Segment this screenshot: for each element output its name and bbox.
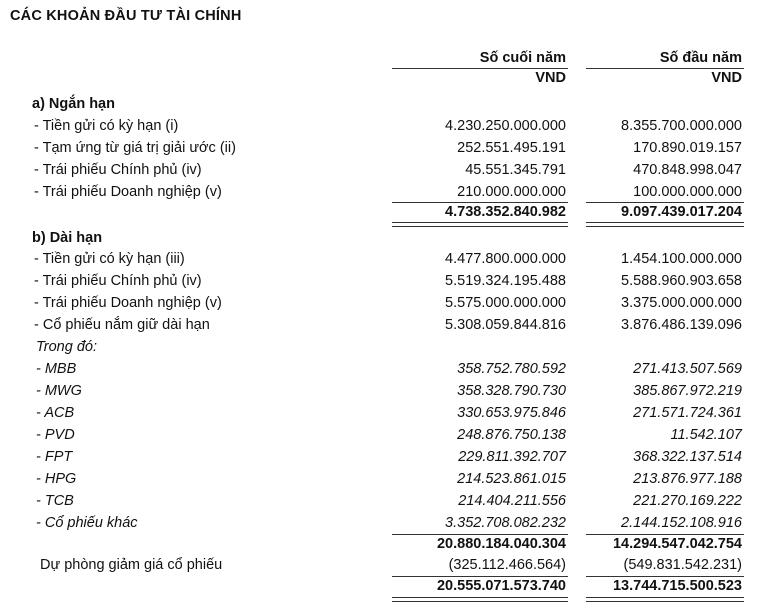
value-start: 470.848.998.047 (633, 162, 742, 178)
value-start: 11.542.107 (670, 427, 742, 443)
value-end: 45.551.345.791 (465, 162, 566, 178)
value-end: 214.523.861.015 (457, 471, 566, 487)
of-which-label: Trong đó: (36, 339, 97, 355)
value-end: 4.230.250.000.000 (445, 118, 566, 134)
column-header-start: Số đầu năm (659, 50, 742, 66)
value-end: 5.519.324.195.488 (445, 273, 566, 289)
row-label: - Tiền gửi có kỳ hạn (i) (34, 118, 179, 134)
value-start: 100.000.000.000 (633, 184, 742, 200)
value-start: 5.588.960.903.658 (621, 273, 742, 289)
table-row (0, 317, 760, 337)
stock-row (0, 493, 760, 513)
header-rule-end (392, 68, 568, 69)
value-start: 170.890.019.157 (633, 140, 742, 156)
table-row (0, 273, 760, 293)
value-start: 368.322.137.514 (633, 449, 742, 465)
of-which-label-row (0, 339, 760, 359)
section-label: b) Dài hạn (32, 230, 103, 246)
value-end: 358.328.790.730 (457, 383, 566, 399)
value-end: 330.653.975.846 (457, 405, 566, 421)
value-start: (549.831.542.231) (623, 557, 742, 573)
subtotal-row-short-term (0, 204, 760, 224)
value-end: 248.876.750.138 (457, 427, 566, 443)
value-end: 5.575.000.000.000 (445, 295, 566, 311)
value-end: 214.404.211.556 (458, 493, 566, 509)
stock-label: - PVD (36, 427, 75, 443)
value-start: 1.454.100.000.000 (621, 251, 742, 267)
value-start: 213.876.977.188 (633, 471, 742, 487)
column-header-end: Số cuối năm (479, 50, 566, 66)
stock-row (0, 515, 760, 535)
stock-label: - FPT (36, 449, 73, 465)
value-end: 229.811.392.707 (458, 449, 566, 465)
stock-label: - MWG (36, 383, 82, 399)
value-start: 221.270.169.222 (633, 493, 742, 509)
table-row (0, 295, 760, 315)
stock-label: - ACB (36, 405, 75, 421)
subtotal-double-rule-end (392, 222, 568, 227)
value-start: 8.355.700.000.000 (621, 118, 742, 134)
subtotal-double-rule-start (586, 222, 744, 227)
value-start: 385.867.972.219 (633, 383, 742, 399)
page-title: CÁC KHOẢN ĐẦU TƯ TÀI CHÍNH (10, 8, 242, 24)
stock-label: - MBB (36, 361, 77, 377)
stock-row (0, 361, 760, 381)
grand-total-rule-end (392, 576, 568, 577)
total-start: 9.097.439.017.204 (621, 204, 742, 220)
table-row (0, 184, 760, 204)
subtotal-rule-end (392, 202, 568, 203)
table-row (0, 118, 760, 138)
row-label: - Tạm ứng từ giá trị giải ước (ii) (34, 140, 236, 156)
subtotal-row-long-term (0, 536, 760, 556)
grand-total-rule-start (586, 576, 744, 577)
table-row (0, 251, 760, 271)
stock-row (0, 383, 760, 403)
value-end: 5.308.059.844.816 (445, 317, 566, 333)
value-end: 210.000.000.000 (457, 184, 566, 200)
value-end: 252.551.495.191 (457, 140, 566, 156)
row-label: - Tiền gửi có kỳ hạn (iii) (34, 251, 185, 267)
value-end: 3.352.708.082.232 (445, 515, 566, 531)
header-rule-start (586, 68, 744, 69)
stock-label: - TCB (36, 493, 74, 509)
stock-label: - HPG (36, 471, 77, 487)
total-end: 20.880.184.040.304 (436, 536, 566, 552)
stock-row (0, 471, 760, 491)
section-heading-long-term (0, 230, 760, 250)
stock-row (0, 405, 760, 425)
stock-label: - Cổ phiếu khác (36, 515, 138, 531)
value-start: 2.144.152.108.916 (621, 515, 742, 531)
value-end: (325.112.466.564) (448, 557, 566, 573)
grand-total-end: 20.555.071.573.740 (436, 578, 566, 594)
currency-start: VND (711, 70, 742, 86)
row-label: - Trái phiếu Chính phủ (iv) (34, 162, 202, 178)
value-start: 3.375.000.000.000 (621, 295, 742, 311)
value-start: 271.413.507.569 (633, 361, 742, 377)
value-end: 358.752.780.592 (457, 361, 566, 377)
provision-label: Dự phòng giảm giá cổ phiếu (40, 557, 223, 573)
grand-total-double-rule-start (586, 597, 744, 602)
section-heading-short-term (0, 96, 760, 116)
value-end: 4.477.800.000.000 (445, 251, 566, 267)
total-start: 14.294.547.042.754 (612, 536, 742, 552)
subtotal-rule-end (392, 534, 568, 535)
value-start: 3.876.486.139.096 (621, 317, 742, 333)
grand-total-start: 13.744.715.500.523 (612, 578, 742, 594)
row-label: - Trái phiếu Doanh nghiệp (v) (34, 184, 222, 200)
table-row (0, 140, 760, 160)
provision-row (0, 557, 760, 577)
stock-row (0, 449, 760, 469)
section-label: a) Ngắn hạn (32, 96, 115, 112)
value-start: 271.571.724.361 (633, 405, 742, 421)
total-end: 4.738.352.840.982 (445, 204, 566, 220)
stock-row (0, 427, 760, 447)
subtotal-rule-start (586, 534, 744, 535)
currency-end: VND (535, 70, 566, 86)
table-row (0, 162, 760, 182)
row-label: - Cổ phiếu nắm giữ dài hạn (34, 317, 210, 333)
subtotal-rule-start (586, 202, 744, 203)
row-label: - Trái phiếu Chính phủ (iv) (34, 273, 202, 289)
grand-total-double-rule-end (392, 597, 568, 602)
grand-total-row (0, 578, 760, 598)
row-label: - Trái phiếu Doanh nghiệp (v) (34, 295, 222, 311)
